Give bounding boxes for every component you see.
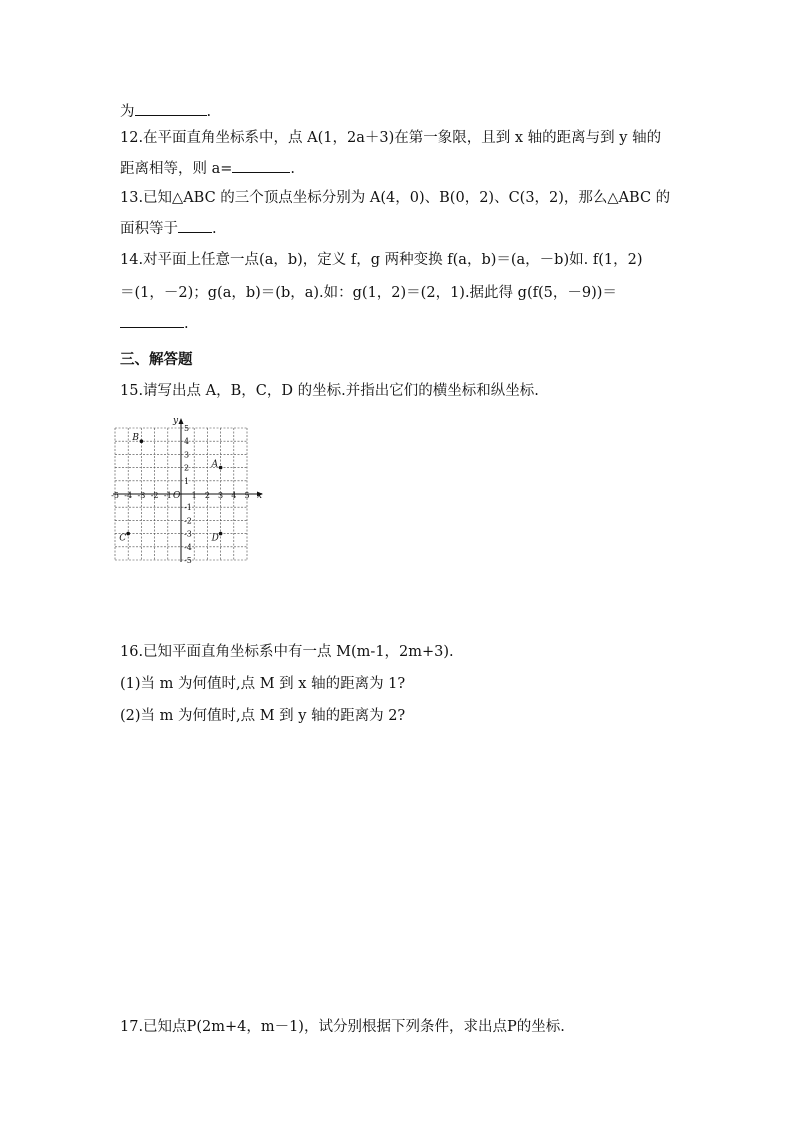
q13-line2	[120, 218, 217, 239]
point-d-label: D	[211, 533, 219, 544]
point-a-label: A	[211, 459, 219, 470]
point-c-label: C	[119, 533, 127, 544]
q15-text: 15.请写出点 A，B，C，D 的坐标.并指出它们的横坐标和纵坐标.	[120, 383, 539, 399]
coordinate-grid	[111, 410, 278, 565]
q16-stem: 16.已知平面直角坐标系中有一点 M(m-1，2m+3).	[120, 644, 454, 660]
y-tick-label: -2	[184, 516, 192, 526]
y-tick-label: 4	[184, 437, 190, 447]
y-tick-label: -1	[184, 503, 192, 513]
section-heading: 三、解答题	[120, 352, 193, 368]
q11-answer-blank[interactable]	[135, 101, 207, 116]
x-tick-label: -3	[137, 491, 146, 500]
q13-line2-text: 面积等于	[120, 221, 178, 237]
q17-stem: 17.已知点P(2m+4，m－1)，试分别根据下列条件，求出点P的坐标.	[120, 1019, 565, 1035]
q13-line1: 13.已知△ABC 的三个顶点坐标分别为 A(4，0)、B(0，2)、C(3，2)，那么△ABC 的	[120, 190, 671, 206]
q14-answer-blank[interactable]	[120, 313, 184, 328]
q12-line2-text: 距离相等，则 a=	[120, 161, 233, 177]
point-c-dot	[126, 532, 130, 536]
q11-tail-text: 为	[120, 104, 135, 120]
q16-part2: (2)当 m 为何值时,点 M 到 y 轴的距离为 2?	[120, 708, 406, 724]
y-axis-arrow	[179, 418, 184, 424]
x-tick-label: 5	[244, 491, 250, 500]
q12-answer-blank[interactable]	[232, 158, 290, 173]
q14-line2: ＝(1，－2)；g(a，b)＝(b，a).如：g(1，2)＝(2，1).据此得 g(f(5，－9))＝	[120, 285, 617, 301]
q14-line3-end: .	[184, 316, 189, 332]
y-axis-label: y	[173, 416, 179, 426]
origin-label: O	[173, 491, 181, 501]
y-tick-label: -3	[184, 529, 192, 539]
q12-line2	[120, 158, 295, 179]
x-tick-label: 3	[218, 491, 224, 500]
q13-answer-blank[interactable]	[178, 218, 212, 233]
y-tick-label: 1	[184, 476, 190, 486]
x-tick-label: -5	[111, 491, 119, 500]
y-tick-label: -4	[184, 542, 192, 552]
x-tick-label: 1	[191, 491, 197, 500]
x-tick-label: -4	[124, 491, 133, 500]
y-tick-label: -5	[184, 556, 192, 565]
y-tick-label: 5	[184, 424, 190, 433]
q14-line3	[120, 313, 189, 334]
y-tick-label: 3	[184, 450, 190, 460]
q13-line2-end: .	[212, 221, 217, 237]
x-tick-label: -2	[150, 491, 159, 500]
q11-tail-end: .	[206, 104, 212, 120]
x-tick-label: -1	[163, 491, 172, 500]
q16-part1: (1)当 m 为何值时,点 M 到 x 轴的距离为 1?	[120, 676, 406, 692]
y-tick-label: 2	[184, 463, 190, 473]
point-b-label: B	[132, 433, 140, 444]
q12-line1: 12.在平面直角坐标系中，点 A(1，2a＋3)在第一象限，且到 x 轴的距离与到 y 轴的	[120, 130, 662, 146]
point-d-dot	[219, 532, 223, 536]
x-tick-label: 2	[204, 491, 210, 500]
q14-line1: 14.对平面上任意一点(a，b)，定义 f，g 两种变换 f(a，b)＝(a，－b)如. f(1，2)	[120, 252, 643, 268]
plotted-points	[119, 433, 222, 543]
q11-tail-line	[120, 101, 211, 122]
q12-line2-end: .	[290, 161, 296, 177]
point-a-dot	[219, 466, 223, 470]
x-tick-label: 4	[231, 491, 237, 500]
x-axis-label: x	[257, 491, 263, 501]
point-b-dot	[140, 439, 144, 443]
